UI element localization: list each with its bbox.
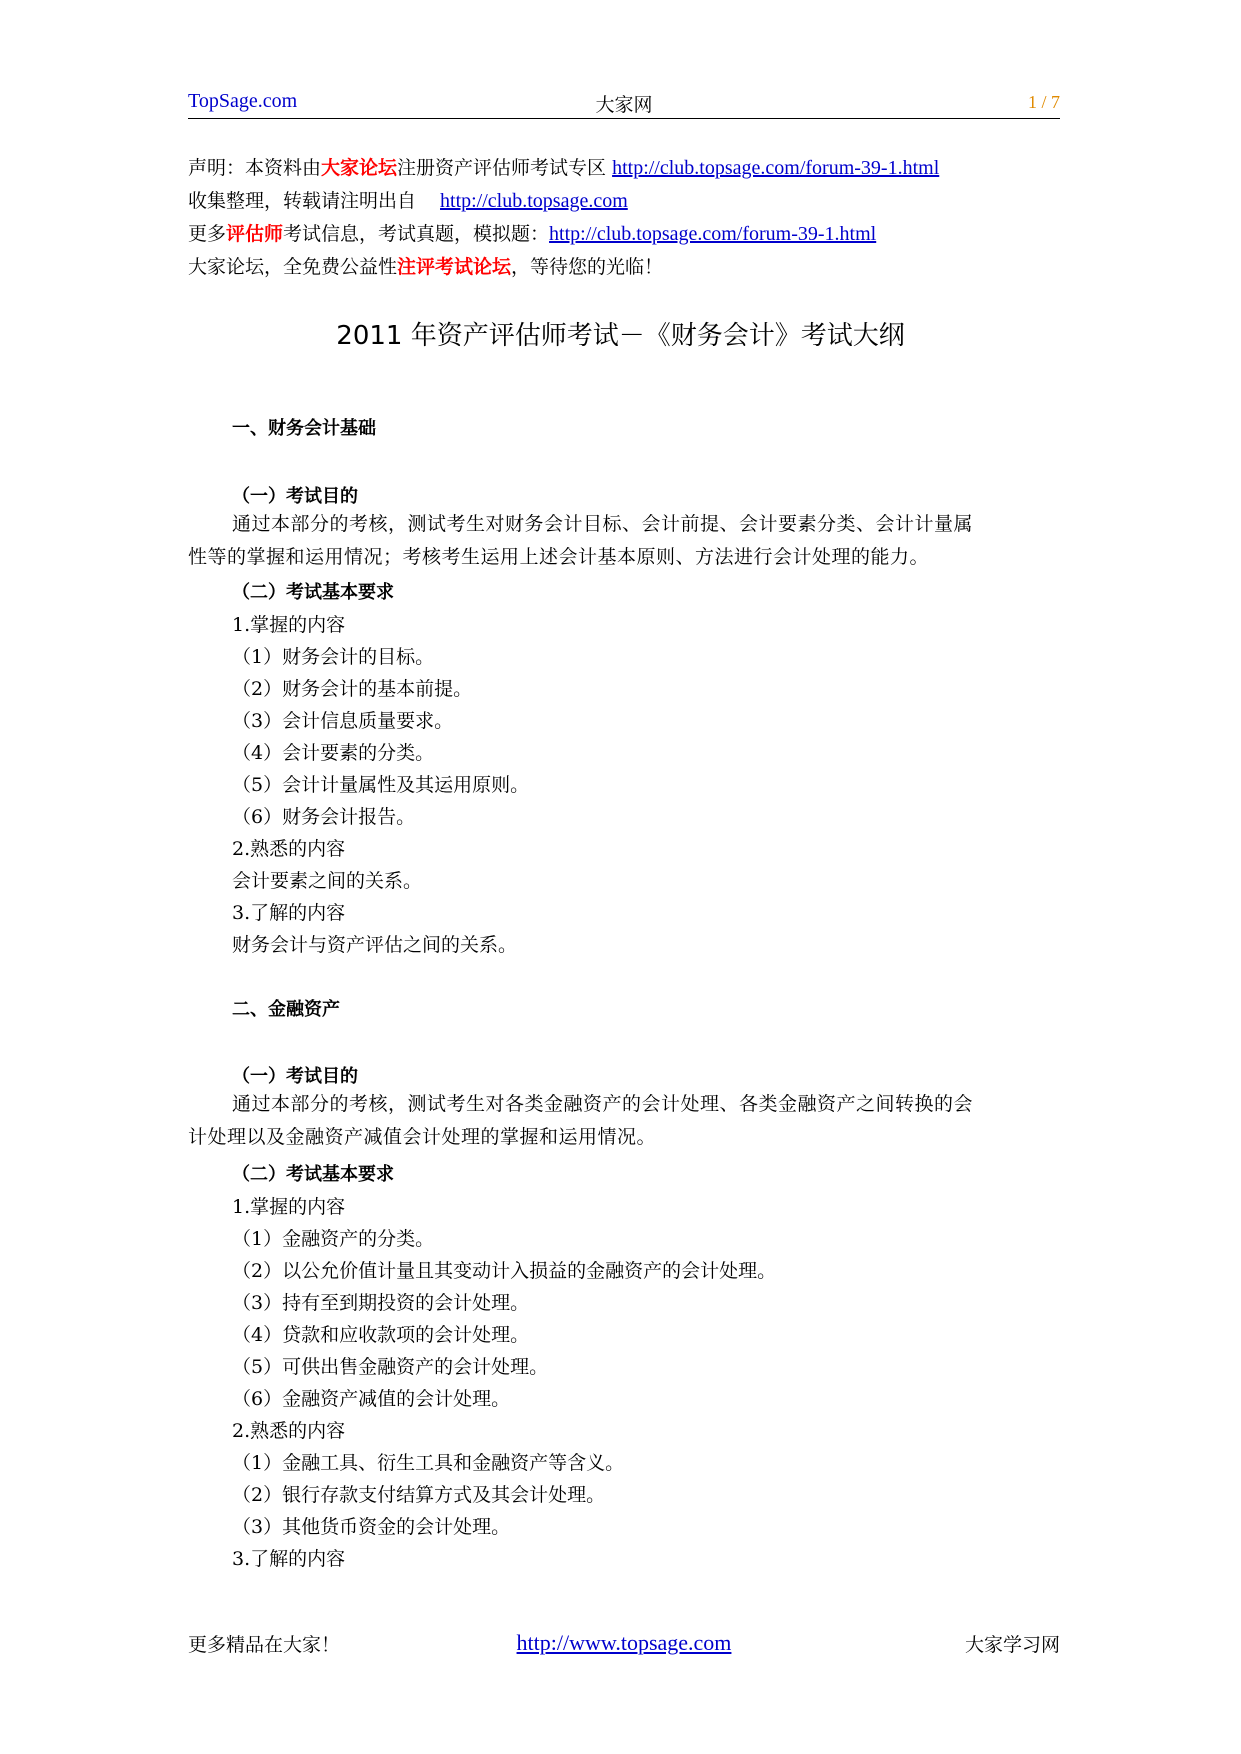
list-item: （5）会计计量属性及其运用原则。 bbox=[232, 774, 530, 796]
club-link[interactable]: http://club.topsage.com bbox=[440, 190, 628, 212]
paragraph-line: 通过本部分的考核，测试考生对财务会计目标、会计前提、会计要素分类、会计计量属 bbox=[232, 513, 974, 535]
page-footer bbox=[188, 1630, 1060, 1660]
list-item: （6）金融资产减值的会计处理。 bbox=[232, 1388, 511, 1410]
list-heading: 1.掌握的内容 bbox=[232, 1196, 346, 1218]
disclaimer-text: 大家论坛，全免费公益性 bbox=[188, 256, 398, 278]
footer-link[interactable]: http://www.topsage.com bbox=[516, 1630, 732, 1655]
list-item: （4）会计要素的分类。 bbox=[232, 742, 435, 764]
list-item: 财务会计与资产评估之间的关系。 bbox=[232, 934, 518, 956]
list-item: （3）持有至到期投资的会计处理。 bbox=[232, 1292, 530, 1314]
paragraph bbox=[188, 508, 1060, 574]
header-center-title: 大家网 bbox=[595, 94, 653, 116]
page-total: 7 bbox=[1051, 92, 1060, 112]
disclaimer-line-3 bbox=[188, 218, 1088, 251]
highlight-text: 评估师 bbox=[226, 223, 284, 245]
section-heading: 二、金融资产 bbox=[232, 999, 340, 1020]
document-title: 2011 年资产评估师考试－《财务会计》考试大纲 bbox=[336, 321, 905, 351]
footer-link-wrap bbox=[188, 1630, 1060, 1656]
list-heading: 2.熟悉的内容 bbox=[232, 838, 346, 860]
section-heading: 一、财务会计基础 bbox=[232, 418, 376, 439]
subsection-heading: （一）考试目的 bbox=[232, 1066, 358, 1087]
forum-link[interactable]: http://club.topsage.com/forum-39-1.html bbox=[549, 223, 877, 245]
paragraph bbox=[188, 1088, 1060, 1154]
disclaimer-text: 声明：本资料由 bbox=[188, 157, 322, 179]
highlight-text: 大家论坛 bbox=[321, 157, 398, 179]
subsection-heading: （一）考试目的 bbox=[232, 486, 358, 507]
list-item: （5）可供出售金融资产的会计处理。 bbox=[232, 1356, 549, 1378]
disclaimer-line-1 bbox=[188, 152, 1088, 185]
list-item: （6）财务会计报告。 bbox=[232, 806, 416, 828]
disclaimer-text: 更多 bbox=[188, 223, 227, 245]
paragraph-line: 计处理以及金融资产减值会计处理的掌握和运用情况。 bbox=[188, 1126, 657, 1148]
list-item: （3）会计信息质量要求。 bbox=[232, 710, 454, 732]
header-site-name: TopSage.com bbox=[188, 90, 298, 112]
list-item: （2）银行存款支付结算方式及其会计处理。 bbox=[232, 1484, 606, 1506]
forum-link[interactable]: http://club.topsage.com/forum-39-1.html bbox=[612, 157, 940, 179]
list-heading: 2.熟悉的内容 bbox=[232, 1420, 346, 1442]
disclaimer-text: 考试信息，考试真题，模拟题： bbox=[283, 223, 550, 245]
page-current: 1 bbox=[1027, 92, 1037, 112]
page-separator: / bbox=[1041, 92, 1047, 112]
list-heading: 3.了解的内容 bbox=[232, 1548, 346, 1570]
disclaimer-line-4 bbox=[188, 251, 1088, 284]
disclaimer bbox=[188, 152, 1088, 284]
list-item: 会计要素之间的关系。 bbox=[232, 870, 423, 892]
list-item: （1）财务会计的目标。 bbox=[232, 646, 435, 668]
paragraph-line: 通过本部分的考核，测试考生对各类金融资产的会计处理、各类金融资产之间转换的会 bbox=[232, 1093, 974, 1115]
page-header bbox=[188, 88, 1060, 119]
disclaimer-text: 收集整理，转载请注明出自 bbox=[188, 190, 417, 212]
disclaimer-line-2 bbox=[188, 185, 1088, 218]
list-item: （3）其他货币资金的会计处理。 bbox=[232, 1516, 511, 1538]
subsection-heading: （二）考试基本要求 bbox=[232, 1164, 394, 1185]
footer-site-name: 大家学习网 bbox=[964, 1634, 1060, 1656]
footer-slogan: 更多精品在大家！ bbox=[188, 1634, 341, 1656]
subsection-heading: （二）考试基本要求 bbox=[232, 582, 394, 603]
list-heading: 3.了解的内容 bbox=[232, 902, 346, 924]
list-heading: 1.掌握的内容 bbox=[232, 614, 346, 636]
list-item: （2）以公允价值计量且其变动计入损益的金融资产的会计处理。 bbox=[232, 1260, 777, 1282]
page-number bbox=[1028, 92, 1060, 113]
disclaimer-text: ，等待您的光临！ bbox=[511, 256, 664, 278]
list-item: （4）贷款和应收款项的会计处理。 bbox=[232, 1324, 530, 1346]
list-item: （2）财务会计的基本前提。 bbox=[232, 678, 473, 700]
list-item: （1）金融工具、衍生工具和金融资产等含义。 bbox=[232, 1452, 625, 1474]
paragraph-line: 性等的掌握和运用情况；考核考生运用上述会计基本原则、方法进行会计处理的能力。 bbox=[188, 546, 930, 568]
disclaimer-text: 注册资产评估师考试专区 bbox=[397, 157, 613, 179]
highlight-text: 注评考试论坛 bbox=[397, 256, 512, 278]
list-item: （1）金融资产的分类。 bbox=[232, 1228, 435, 1250]
